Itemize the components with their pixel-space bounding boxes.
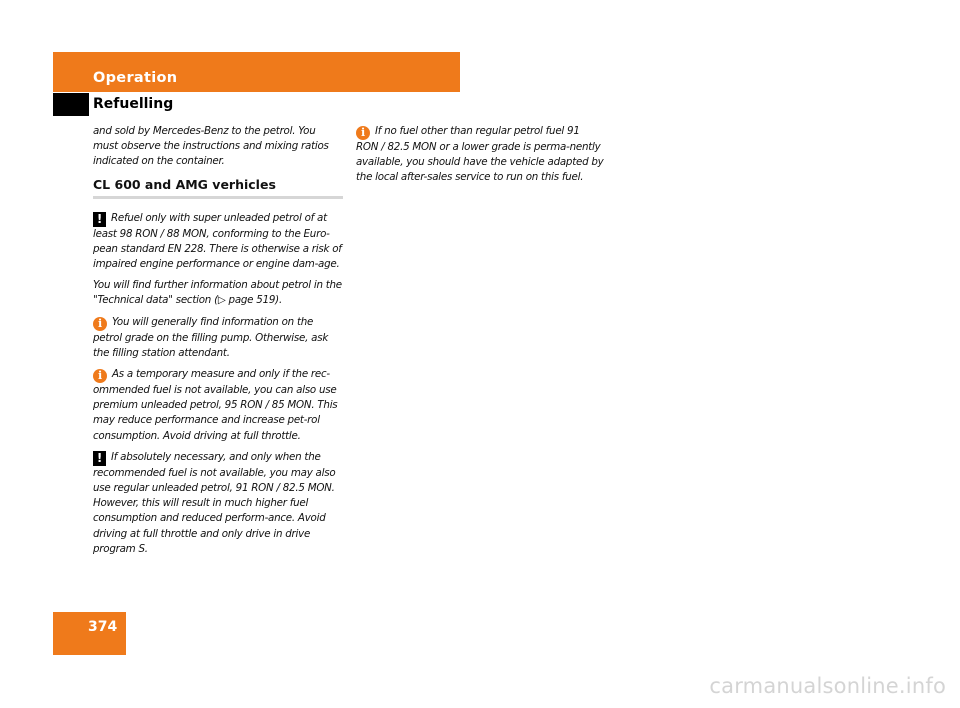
chapter-title: Operation xyxy=(93,70,178,86)
info-icon: i xyxy=(93,369,107,383)
info-icon: i xyxy=(93,317,107,331)
section-tab-marker xyxy=(53,93,89,116)
subheading: CL 600 and AMG verhicles xyxy=(93,177,343,199)
warning-icon: ! xyxy=(93,212,106,227)
warning-icon: ! xyxy=(93,451,106,466)
warning-text-2: If absolutely necessary, and only when the recommended fuel is not available, you may also use regular unleaded petrol, 91 RON / 82.5 MON. However, this will result in much higher fuel consumption and reduced perform-ance. Avoid driving at full throttle and only drive in drive program S. xyxy=(93,450,336,555)
intro-paragraph: and sold by Mercedes-Benz to the petrol. You must observe the instructions and mixing ratios indicated on the container. xyxy=(93,125,329,168)
section-title: Refuelling xyxy=(93,96,174,112)
warning-text-1: Refuel only with super unleaded petrol of at least 98 RON / 88 MON, conforming to the Euro-pean standard EN 228. There is otherwise a risk of impaired engine performance or engine dam-age. xyxy=(93,211,342,271)
info-paragraph-2 xyxy=(93,367,343,444)
warning-paragraph-2 xyxy=(93,450,343,557)
left-column xyxy=(93,124,343,563)
info-text-1: You will generally find information on the petrol grade on the filling pump. Otherwise, ask the filling station attendant. xyxy=(93,315,329,359)
page-number: 374 xyxy=(88,619,118,635)
info-text-2: As a temporary measure and only if the rec-ommended fuel is not available, you can also use premium unleaded petrol, 95 RON / 85 MON. This may reduce performance and increase pet-rol consumption. Avoid driving at full throttle. xyxy=(93,368,338,442)
warning-paragraph-1 xyxy=(93,211,343,273)
right-column xyxy=(356,124,604,192)
info-text-3: If no fuel other than regular petrol fuel 91 RON / 82.5 MON or a lower grade is perma-nently available, you should have the vehicle adapted by the local after-sales service to run on this fuel. xyxy=(356,125,604,184)
further-info-paragraph: You will find further information about petrol in the "Technical data" section (▷ page 519). xyxy=(93,279,342,307)
info-icon: i xyxy=(356,126,370,140)
info-paragraph-1 xyxy=(93,315,343,361)
info-paragraph-3 xyxy=(356,124,604,186)
watermark: carmanualsonline.info xyxy=(709,674,946,698)
